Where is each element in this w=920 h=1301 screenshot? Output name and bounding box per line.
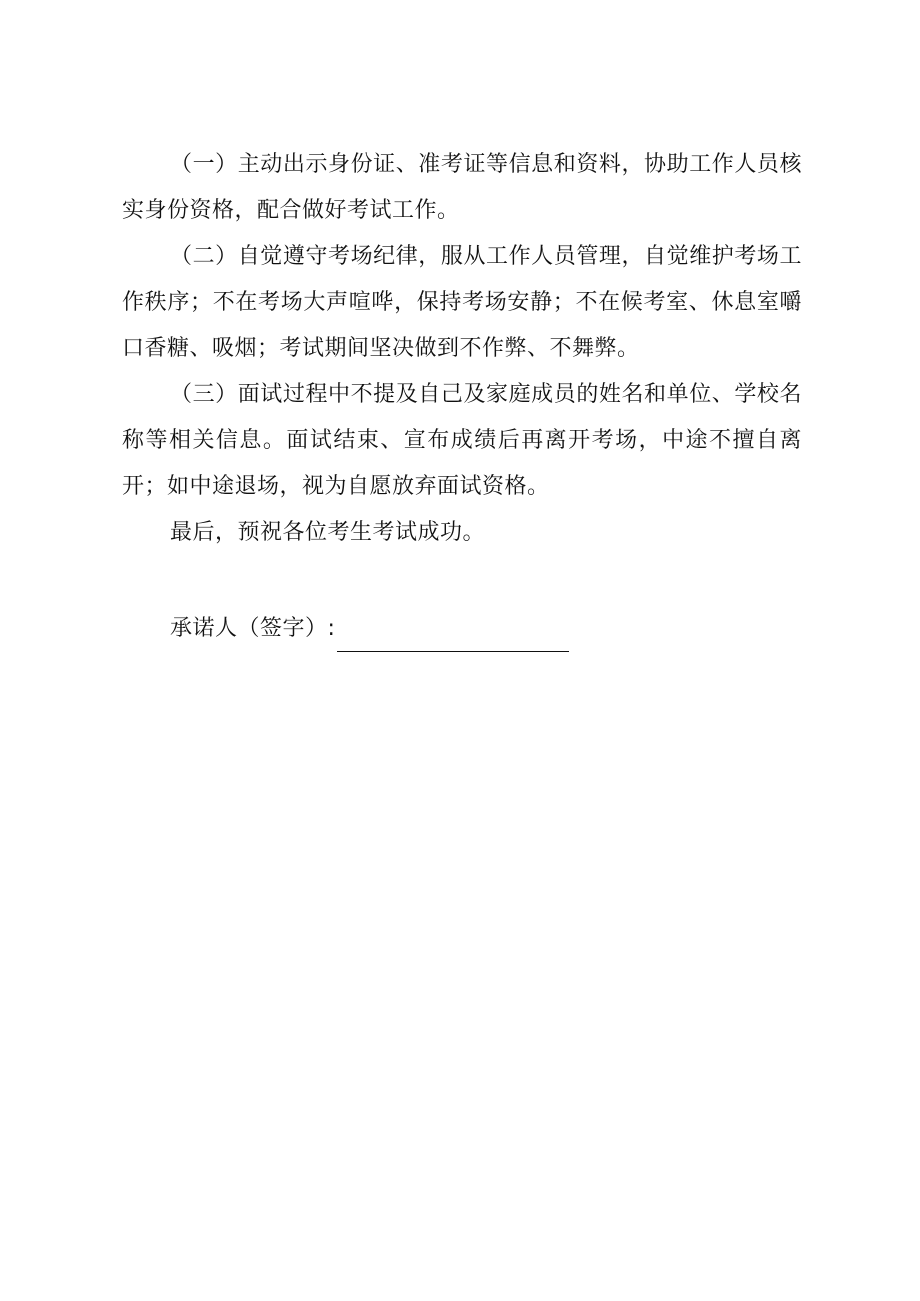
paragraph-identity: （一）主动出示身份证、准考证等信息和资料，协助工作人员核实身份资格，配合做好考试工作。 [122,152,802,223]
signature-line [337,623,569,652]
paragraph-discipline: （二）自觉遵守考场纪律，服从工作人员管理，自觉维护考场工作秩序；不在考场大声喧哗，保持考场安静；不在候考室、休息室嚼口香糖、吸烟；考试期间坚决做到不作弊、不舞弊。 [122,244,802,361]
paragraph-closing: 最后，预祝各位考生考试成功。 [170,520,486,545]
signature-block [170,606,569,652]
signature-label: 承诺人（签字）: [170,616,336,641]
document-body [122,142,802,556]
paragraph-interview: （三）面试过程中不提及自己及家庭成员的姓名和单位、学校名称等相关信息。面试结束、宣布成绩后再离开考场，中途不擅自离开；如中途退场，视为自愿放弃面试资格。 [122,382,802,499]
